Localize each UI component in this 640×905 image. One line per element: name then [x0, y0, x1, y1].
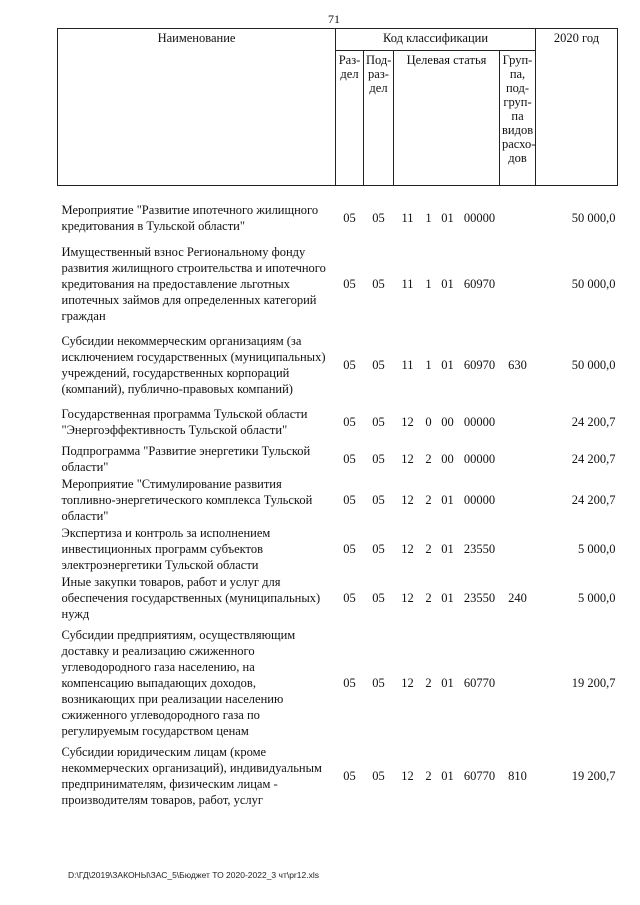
header-year: 2020 год: [536, 29, 618, 186]
table-row: [58, 574, 618, 622]
cell-vr: [500, 442, 536, 476]
cell-cs4: 60970: [463, 358, 496, 372]
page-number: 71: [328, 12, 340, 26]
cell-cs3: 01: [441, 542, 454, 556]
cell-cs3: 01: [441, 493, 454, 507]
budget-table: [57, 28, 618, 808]
cell-cs2: 0: [425, 415, 432, 429]
cell-name: Субсидии предприятиям, осуществляющим доставку и реализацию сжиженного углеводородного газа населению, на компенсацию выпадающих доходов, возникающих при реализации населению сжиженного углеводородного газа по регулируемым государством ценам: [61, 628, 296, 738]
cell-amount: 50 000,0: [571, 211, 616, 225]
cell-podrazdel: 05: [372, 415, 385, 429]
cell-cs1: 11: [401, 277, 414, 291]
header-section: Раз- дел: [336, 50, 364, 185]
cell-vr: [500, 402, 536, 442]
cell-name: Иные закупки товаров, работ и услуг для обеспечения государственных (муниципальных) нужд: [61, 575, 321, 621]
cell-cs2: 2: [425, 591, 432, 605]
cell-vr: 810: [508, 769, 527, 783]
cell-cs4: 00000: [463, 211, 496, 225]
cell-razdel: 05: [343, 591, 356, 605]
table-row: [58, 524, 618, 574]
cell-podrazdel: 05: [372, 211, 385, 225]
cell-cs4: 60970: [463, 277, 496, 291]
header-classification-code: Код классификации: [336, 29, 536, 51]
cell-cs3: 01: [441, 591, 454, 605]
cell-cs3: 00: [441, 452, 454, 466]
cell-amount: 24 200,7: [571, 452, 616, 466]
cell-cs3: 01: [441, 676, 454, 690]
table-row: [58, 328, 618, 402]
cell-podrazdel: 05: [372, 493, 385, 507]
header-name: Наименование: [58, 29, 336, 186]
cell-cs2: 1: [425, 211, 432, 225]
cell-name: Государственная программа Тульской области "Энергоэффективность Тульской области": [61, 407, 308, 437]
cell-vr: [500, 196, 536, 240]
cell-podrazdel: 05: [372, 769, 385, 783]
cell-cs3: 01: [441, 211, 454, 225]
cell-cs2: 2: [425, 542, 432, 556]
cell-cs4: 00000: [463, 415, 496, 429]
cell-vr: [500, 240, 536, 328]
cell-cs3: 01: [441, 769, 454, 783]
cell-razdel: 05: [343, 415, 356, 429]
table-row: [58, 442, 618, 476]
cell-amount: 24 200,7: [571, 415, 616, 429]
cell-cs4: 23550: [463, 542, 496, 556]
cell-cs1: 12: [401, 769, 414, 783]
cell-cs1: 12: [401, 542, 414, 556]
cell-cs4: 00000: [463, 452, 496, 466]
cell-cs4: 00000: [463, 493, 496, 507]
cell-razdel: 05: [343, 769, 356, 783]
cell-vr: [500, 524, 536, 574]
table-body: [58, 186, 618, 809]
cell-podrazdel: 05: [372, 452, 385, 466]
cell-razdel: 05: [343, 676, 356, 690]
cell-vr: 630: [508, 358, 527, 372]
cell-name: Субсидии юридическим лицам (кроме некоммерческих организаций), индивидуальным предпринимателям, физическим лицам - производителям товаров, работ, услуг: [61, 745, 322, 807]
cell-cs2: 2: [425, 493, 432, 507]
cell-podrazdel: 05: [372, 591, 385, 605]
cell-razdel: 05: [343, 277, 356, 291]
table-row: [58, 196, 618, 240]
cell-razdel: 05: [343, 358, 356, 372]
cell-amount: 19 200,7: [571, 676, 616, 690]
cell-amount: 5 000,0: [578, 542, 616, 556]
table-row: [58, 402, 618, 442]
cell-vr: [500, 622, 536, 744]
cell-podrazdel: 05: [372, 542, 385, 556]
cell-cs3: 01: [441, 277, 454, 291]
table-row: [58, 744, 618, 808]
cell-name: Подпрограмма "Развитие энергетики Тульской области": [61, 444, 311, 474]
header-subsection: Под- раз- дел: [364, 50, 394, 185]
cell-cs2: 2: [425, 676, 432, 690]
cell-amount: 50 000,0: [571, 358, 616, 372]
header-target-article: Целевая статья: [394, 50, 500, 185]
cell-amount: 19 200,7: [571, 769, 616, 783]
cell-cs4: 60770: [463, 676, 496, 690]
cell-cs2: 2: [425, 452, 432, 466]
cell-cs1: 12: [401, 493, 414, 507]
file-path-footer: D:\ГД\2019\ЗАКОНЫ\ЗАС_5\Бюджет ТО 2020-2022_3 чт\pr12.xls: [68, 870, 319, 880]
cell-cs1: 11: [401, 358, 414, 372]
cell-razdel: 05: [343, 493, 356, 507]
cell-amount: 24 200,7: [571, 493, 616, 507]
cell-cs1: 12: [401, 415, 414, 429]
table-header: [58, 29, 618, 186]
cell-name: Мероприятие "Стимулирование развития топливно-энергетического комплекса Тульской области": [61, 477, 313, 523]
cell-podrazdel: 05: [372, 358, 385, 372]
cell-cs1: 11: [401, 211, 414, 225]
cell-name: Субсидии некоммерческим организациям (за исключением государственных (муниципальных) учреждений, государственных корпораций (компаний), публично-правовых компаний): [61, 334, 326, 396]
cell-name: Мероприятие "Развитие ипотечного жилищного кредитования в Тульской области": [61, 203, 319, 233]
table-row: [58, 622, 618, 744]
cell-cs4: 60770: [463, 769, 496, 783]
cell-vr: [500, 476, 536, 524]
cell-cs1: 12: [401, 676, 414, 690]
cell-razdel: 05: [343, 211, 356, 225]
cell-cs1: 12: [401, 591, 414, 605]
cell-name: Имущественный взнос Региональному фонду развития жилищного строительства и ипотечного кредитования на предоставление льготных ипотечных займов для определенных категорий граждан: [61, 245, 326, 323]
cell-cs2: 1: [425, 358, 432, 372]
cell-amount: 5 000,0: [578, 591, 616, 605]
table-row: [58, 240, 618, 328]
cell-podrazdel: 05: [372, 676, 385, 690]
cell-cs3: 01: [441, 358, 454, 372]
cell-razdel: 05: [343, 452, 356, 466]
cell-vr: 240: [508, 591, 527, 605]
cell-podrazdel: 05: [372, 277, 385, 291]
cell-name: Экспертиза и контроль за исполнением инвестиционных программ субъектов электроэнергетики Тульской области: [61, 526, 271, 572]
table-row: [58, 476, 618, 524]
cell-cs1: 12: [401, 452, 414, 466]
cell-cs2: 1: [425, 277, 432, 291]
header-expense-group: Груп- па, под- груп- па видов расхо- дов: [500, 50, 536, 185]
cell-razdel: 05: [343, 542, 356, 556]
cell-cs2: 2: [425, 769, 432, 783]
cell-amount: 50 000,0: [571, 277, 616, 291]
cell-cs4: 23550: [463, 591, 496, 605]
cell-cs3: 00: [441, 415, 454, 429]
